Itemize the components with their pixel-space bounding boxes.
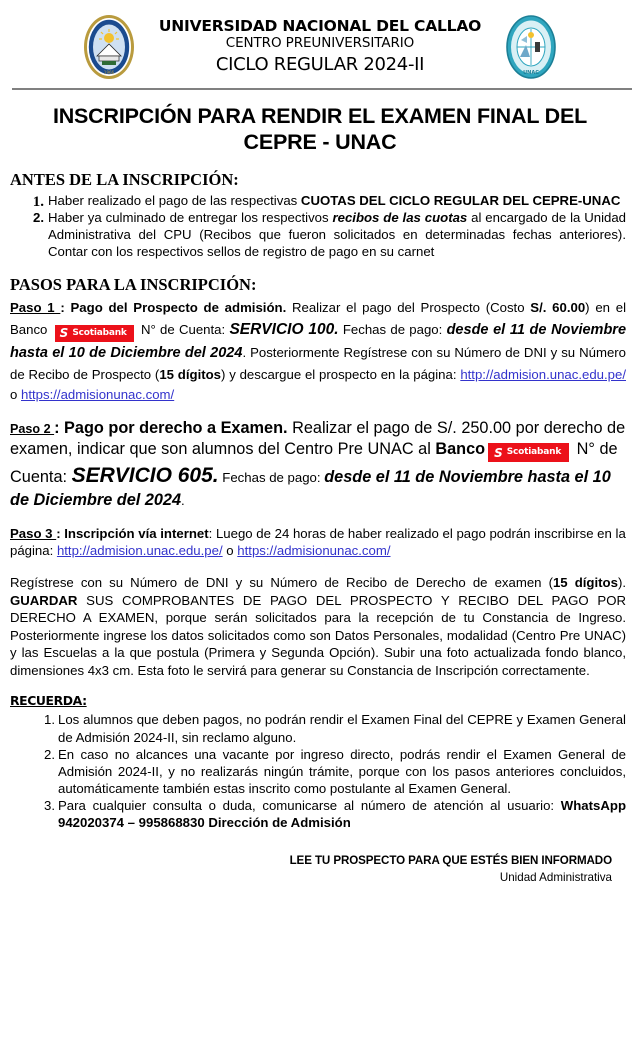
svg-text:UNAC: UNAC <box>523 70 539 76</box>
paso-2-text-2: N° de Cuenta: <box>10 439 618 487</box>
document-body <box>10 169 626 884</box>
closing-text-3: SUS COMPROBANTES DE PAGO DEL PROSPECTO Y RECIBO DEL PAGO POR DERECHO A EXAMEN, porque serán solicitados para la recepción de tu Constancia de Ingreso. Posteriormente ingrese los datos solicitados como son Datos Personales, modalidad (Centro Pre UNAC) y las Escuelas a la que postula (Primera y Segunda Opción). Subir una foto actualizada fondo blanco, dimensiones 4x3 cm. Esta foto le servirá para generar su Constancia de Inscripción correctamente. <box>10 592 626 678</box>
footer-slogan: LEE TU PROSPECTO PARA QUE ESTÉS BIEN INFORMADO <box>289 854 612 868</box>
closing-guardar: GUARDAR <box>10 592 78 608</box>
paso-2-label: Paso 2 <box>10 421 55 436</box>
paso-2-text-3: Fechas de pago: <box>218 470 325 486</box>
header-divider <box>12 88 632 90</box>
paso-1-digitos: 15 dígitos <box>159 366 222 382</box>
paso-1-costo: S/. 60.00 <box>530 299 586 315</box>
paso-1-cuenta: SERVICIO 100. <box>229 321 339 339</box>
paso-2-fechas: desde el 11 de Noviembre hasta el 10 de Diciembre del 2024 <box>10 468 611 509</box>
paso-2-paragraph <box>10 418 626 511</box>
scotiabank-s-mark: S <box>59 326 69 341</box>
document-header <box>0 0 640 84</box>
paso-1-text-1: Realizar el pago del Prospecto (Costo <box>286 299 531 315</box>
closing-text-1: Regístrese con su Número de DNI y su Número de Recibo de Derecho de examen ( <box>10 574 553 590</box>
antes-item-2-bolditalic: recibos de las cuotas <box>332 209 468 225</box>
recuerda-item-3-text: Para cualquier consulta o duda, comunicarse al número de atención al usuario: <box>58 798 561 814</box>
closing-paragraph <box>10 574 626 679</box>
document-footer <box>10 853 612 884</box>
recuerda-item-2-text: En caso no alcances una vacante por ingreso directo, podrás rendir el Examen General de Admisión 2024-II, y no realizarás ningún trámite, porque con los pasos anteriores concluidos, automáticamente también estas inscrito como postulante al Examen General. <box>58 746 626 796</box>
paso-1-text-2: ) en el Banco <box>10 299 626 338</box>
scotiabank-s-mark: S <box>494 445 503 460</box>
admisionunac-com-link[interactable]: https://admisionunac.com/ <box>21 387 175 403</box>
recuerda-item-1-text: Los alumnos que deben pagos, no podrán rendir el Examen Final del CEPRE y Examen General de Admisión 2024-II, sin reclamo alguno. <box>58 712 626 745</box>
paso-1-title: : Pago del Prospecto de admisión. <box>60 299 287 315</box>
recuerda-list <box>10 711 626 831</box>
antes-list <box>10 193 626 261</box>
admision-unac-edu-pe-link[interactable]: http://admision.unac.edu.pe/ <box>460 366 626 382</box>
paso-1-label: Paso 1 <box>10 299 61 315</box>
footer-department: Unidad Administrativa <box>499 870 612 884</box>
svg-text:1966: 1966 <box>103 70 115 75</box>
paso-3-text-2: o <box>222 543 238 559</box>
closing-text-2: ). <box>617 574 626 590</box>
section-heading-antes: ANTES DE LA INSCRIPCIÓN: <box>10 170 239 190</box>
paso-2-banco: Banco <box>435 439 486 458</box>
admisionunac-com-link[interactable]: https://admisionunac.com/ <box>237 543 391 559</box>
list-item <box>46 193 626 210</box>
paso-1-text-3: N° de Cuenta: <box>136 322 230 338</box>
list-item <box>58 746 626 797</box>
closing-digitos: 15 dígitos <box>552 574 618 590</box>
header-cycle-name: CICLO REGULAR 2024-II <box>215 53 425 75</box>
list-item <box>58 711 626 745</box>
antes-item-2-pre: Haber ya culminado de entregar los respectivos <box>48 209 333 225</box>
paso-3-title: : Inscripción vía internet <box>56 525 209 541</box>
header-center-name: CENTRO PREUNIVERSITARIO <box>225 35 415 52</box>
page-title: INSCRIPCIÓN PARA RENDIR EL EXAMEN FINAL DEL CEPRE - UNAC <box>52 104 588 155</box>
recuerda-item-3-bold: WhatsApp 942020374 – 995868830 Dirección de Admisión <box>58 798 626 831</box>
paso-3-paragraph <box>10 525 626 560</box>
section-heading-pasos: PASOS PARA LA INSCRIPCIÓN: <box>10 275 257 295</box>
paso-3-text-1: : Luego de 24 horas de haber realizado el pago podrán inscribirse en la página: <box>10 525 626 559</box>
paso-2-text-1: Realizar el pago de S/. 250.00 por derecho de examen, indicar que son alumnos del Centro Pre UNAC al <box>10 418 626 458</box>
list-item <box>46 210 626 261</box>
paso-2-title: : Pago por derecho a Examen. <box>54 418 288 437</box>
header-title-block <box>155 18 485 77</box>
antes-item-2-post: al encargado de la Unidad Administrativa del CPU (Recibos que fueron solicitados en determinadas fechas anteriores). Contar con los respectivos sellos de registro de pago en su carnet <box>48 209 627 259</box>
paso-1-text-4: Fechas de pago: <box>338 322 447 338</box>
paso-1-paragraph <box>10 298 626 406</box>
unac-shield-icon <box>77 12 141 82</box>
paso-1-text-5: . Posteriormente Regístrese con su Número de DNI y su Número de Recibo de Prospecto ( <box>10 345 627 382</box>
header-university-name: UNIVERSIDAD NACIONAL DEL CALLAO <box>158 16 482 35</box>
section-heading-recuerda: RECUERDA: <box>10 693 87 709</box>
paso-1-fechas: desde el 11 de Noviembre hasta el 10 de Diciembre del 2024 <box>10 322 627 362</box>
admision-unac-edu-pe-link[interactable]: http://admision.unac.edu.pe/ <box>56 543 223 559</box>
scotiabank-logo-icon <box>488 443 569 462</box>
paso-1-text-7: o <box>10 387 21 403</box>
scotiabank-logo-icon <box>55 325 134 342</box>
paso-2-text-4: . <box>181 492 185 508</box>
paso-1-text-6: ) y descargue el prospecto en la página: <box>221 366 461 382</box>
cepre-unac-seal-icon <box>499 12 563 82</box>
antes-item-1-bold: CUOTAS DEL CICLO REGULAR DEL CEPRE-UNAC <box>300 192 621 208</box>
paso-2-cuenta: SERVICIO 605. <box>71 464 219 488</box>
list-item <box>58 797 626 831</box>
antes-item-1-pre: Haber realizado el pago de las respectivas <box>48 192 301 208</box>
scotiabank-wordmark: Scotiabank <box>506 447 562 458</box>
scotiabank-wordmark: Scotiabank <box>72 327 127 338</box>
paso-3-label: Paso 3 <box>10 525 57 541</box>
